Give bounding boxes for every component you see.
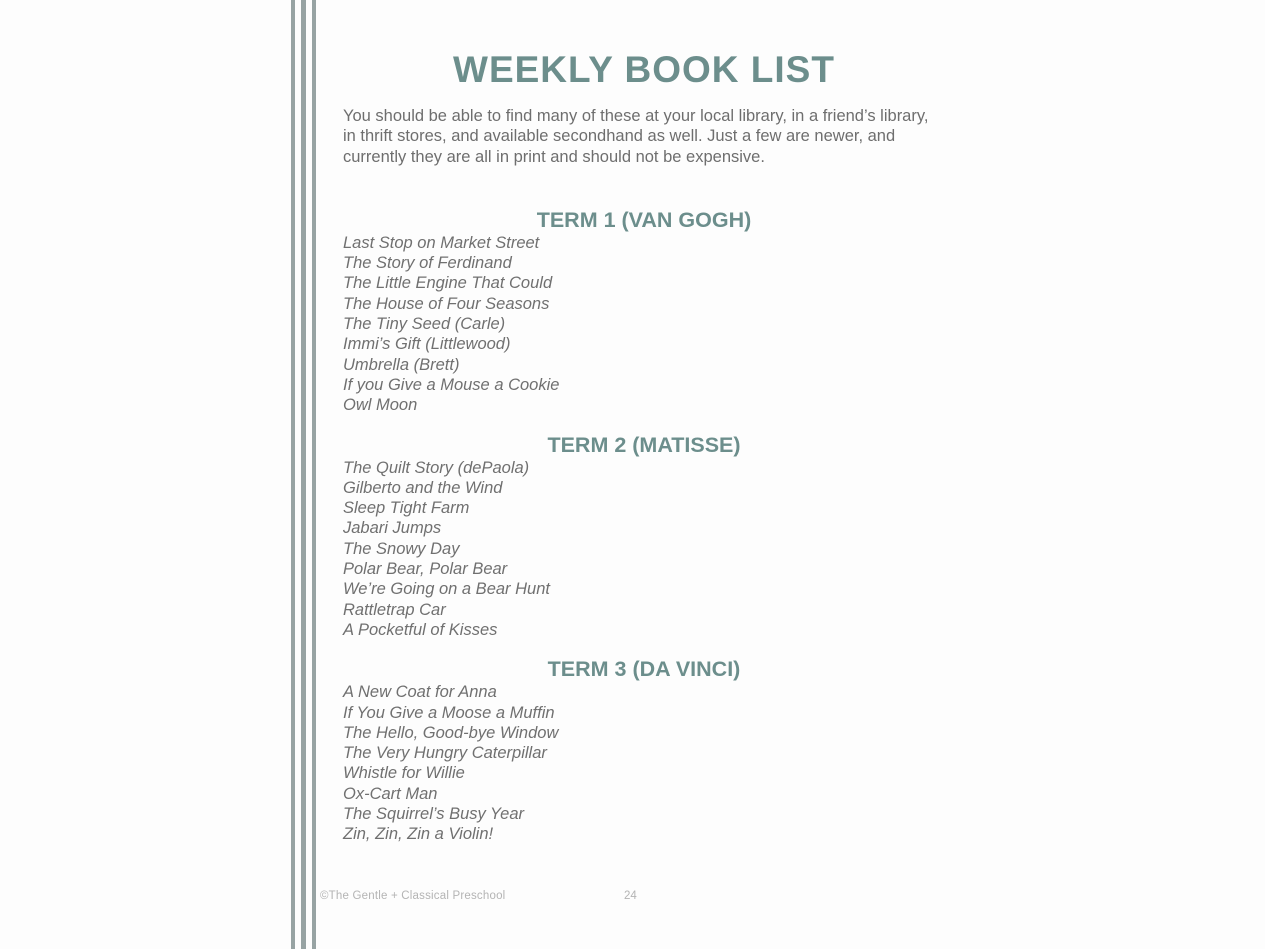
term-section-1 xyxy=(343,207,945,416)
page-title: WEEKLY BOOK LIST xyxy=(453,49,835,90)
book-list xyxy=(343,233,945,416)
book-title: If you Give a Mouse a Cookie xyxy=(343,375,560,394)
book-title: Rattletrap Car xyxy=(343,600,446,619)
book-title: The Hello, Good-bye Window xyxy=(343,723,559,742)
book-title: Zin, Zin, Zin a Violin! xyxy=(343,825,494,844)
book-title: The Snowy Day xyxy=(343,539,460,558)
decorative-stripe xyxy=(291,0,295,949)
book-title: The Story of Ferdinand xyxy=(343,254,512,273)
book-title: We’re Going on a Bear Hunt xyxy=(343,580,550,599)
book-title: Polar Bear, Polar Bear xyxy=(343,560,508,579)
book-title: Umbrella (Brett) xyxy=(343,355,460,374)
term-heading: TERM 3 (DA VINCI) xyxy=(547,657,741,682)
book-title: Whistle for Willie xyxy=(343,764,465,783)
book-title: Immi’s Gift (Littlewood) xyxy=(343,335,511,354)
term-heading: TERM 2 (MATISSE) xyxy=(547,432,741,457)
book-title: The Little Engine That Could xyxy=(343,274,553,293)
page-content xyxy=(343,48,945,845)
decorative-stripe xyxy=(312,0,316,949)
term-heading: TERM 1 (VAN GOGH) xyxy=(536,207,752,232)
book-title: Owl Moon xyxy=(343,396,418,415)
book-title: The Very Hungry Caterpillar xyxy=(343,744,547,763)
book-title: Gilberto and the Wind xyxy=(343,478,503,497)
book-title: Sleep Tight Farm xyxy=(343,499,470,518)
term-section-2 xyxy=(343,432,945,641)
book-title: If You Give a Moose a Muffin xyxy=(343,703,555,722)
book-title: Last Stop on Market Street xyxy=(343,233,540,252)
intro-paragraph: You should be able to find many of these at your local library, in a friend’s library, in thrift stores, and available secondhand as well. Just a few are newer, and currently they are all in print and should not be expensive. xyxy=(343,107,929,166)
book-list xyxy=(343,458,945,641)
book-title: Ox-Cart Man xyxy=(343,784,438,803)
book-title: The Tiny Seed (Carle) xyxy=(343,315,506,334)
footer-copyright: ©The Gentle + Classical Preschool xyxy=(320,890,506,902)
term-section-3 xyxy=(343,656,945,844)
book-title: The House of Four Seasons xyxy=(343,294,550,313)
book-list xyxy=(343,682,945,844)
decorative-stripe xyxy=(301,0,306,949)
book-title: A New Coat for Anna xyxy=(343,683,497,702)
book-title: The Quilt Story (dePaola) xyxy=(343,458,530,477)
book-title: Jabari Jumps xyxy=(343,519,442,538)
page-number: 24 xyxy=(624,890,637,902)
book-title: A Pocketful of Kisses xyxy=(343,620,498,639)
book-title: The Squirrel’s Busy Year xyxy=(343,805,524,824)
